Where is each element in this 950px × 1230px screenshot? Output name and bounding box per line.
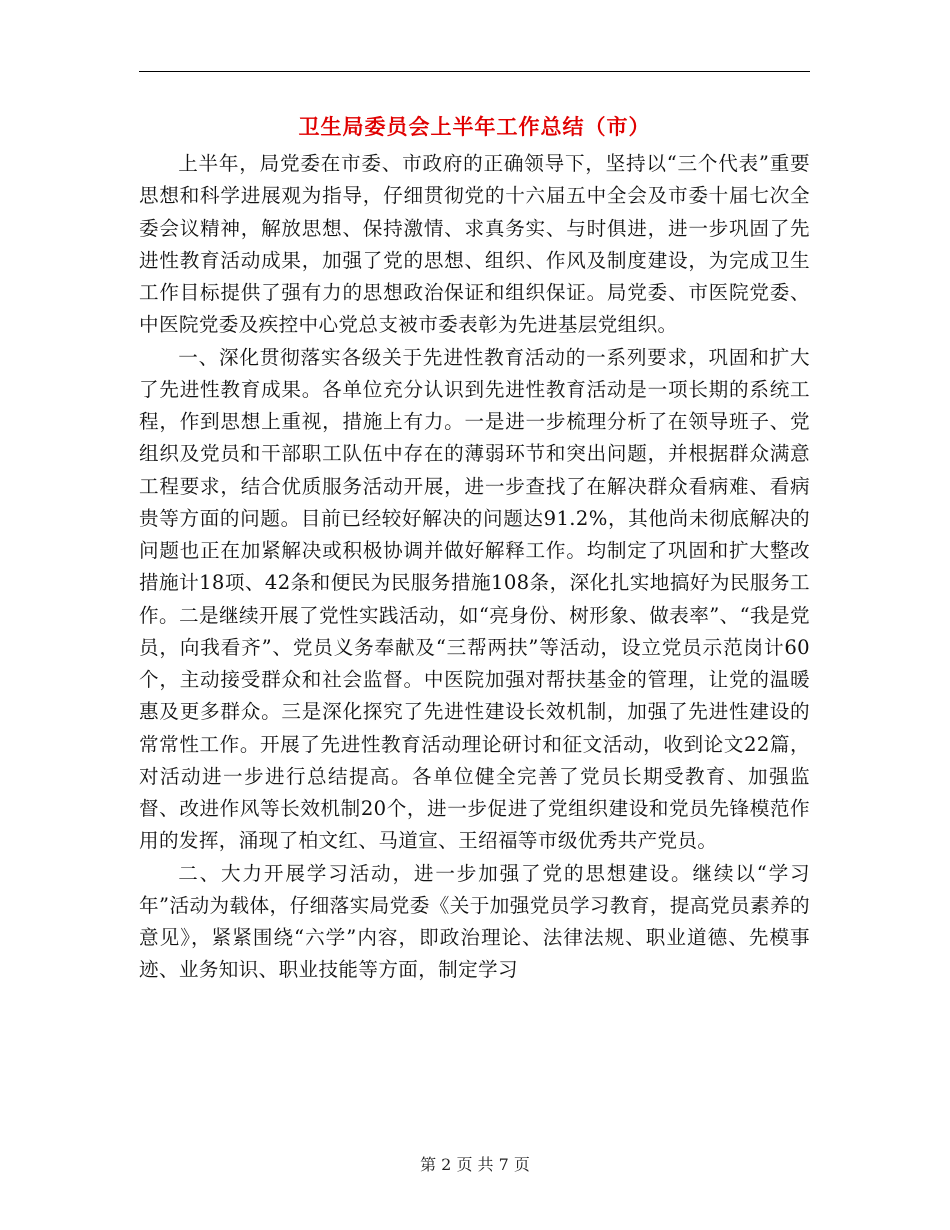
- page-number: 第 2 页 共 7 页: [420, 1155, 530, 1174]
- paragraph-section-2: 二、大力开展学习活动，进一步加强了党的思想建设。继续以“学习年”活动为载体，仔细落实局党委《关于加强党员学习教育，提高党员素养的意见》，紧紧围绕“六学”内容，即政治理论、法律法规、职业道德、先模事迹、业务知识、职业技能等方面，制定学习: [139, 861, 810, 982]
- paragraph-intro: 上半年，局党委在市委、市政府的正确领导下，坚持以“三个代表”重要思想和科学进展观为指导，仔细贯彻党的十六届五中全会及市委十届七次全委会议精神，解放思想、保持激情、求真务实、与时俱进，进一步巩固了先进性教育活动成果，加强了党的思想、组织、作风及制度建设，为完成卫生工作目标提供了强有力的思想政治保证和组织保证。局党委、市医院党委、中医院党委及疾控中心党总支被市委表彰为先进基层党组织。: [139, 152, 810, 337]
- paragraph-section-1: 一、深化贯彻落实各级关于先进性教育活动的一系列要求，巩固和扩大了先进性教育成果。各单位充分认识到先进性教育活动是一项长期的系统工程，作到思想上重视，措施上有力。一是进一步梳理分析了在领导班子、党组织及党员和干部职工队伍中存在的薄弱环节和突出问题，并根据群众满意工程要求，结合优质服务活动开展，进一步查找了在解决群众看病难、看病贵等方面的问题。目前已经较好解决的问题达91.2%，其他尚未彻底解决的问题也正在加紧解决或积极协调并做好解释工作。均制定了巩固和扩大整改措施计18项、42条和便民为民服务措施108条，深化扎实地搞好为民服务工作。二是继续开展了党性实践活动，如“亮身份、树形象、做表率”、“我是党员，向我看齐”、党员义务奉献及“三帮两扶”等活动，设立党员示范岗计60个，主动接受群众和社会监督。中医院加强对帮扶基金的管理，让党的温暖惠及更多群众。三是深化探究了先进性建设长效机制，加强了先进性建设的常常性工作。开展了先进性教育活动理论研讨和征文活动，收到论文22篇，对活动进一步进行总结提高。各单位健全完善了党员长期受教育、加强监督、改进作风等长效机制20个，进一步促进了党组织建设和党员先锋模范作用的发挥，涌现了柏文红、马道宣、王绍福等市级优秀共产党员。: [139, 345, 810, 853]
- document-title: 卫生局委员会上半年工作总结（市）: [298, 114, 651, 139]
- header-rule: [139, 71, 810, 72]
- document-body: [139, 148, 810, 987]
